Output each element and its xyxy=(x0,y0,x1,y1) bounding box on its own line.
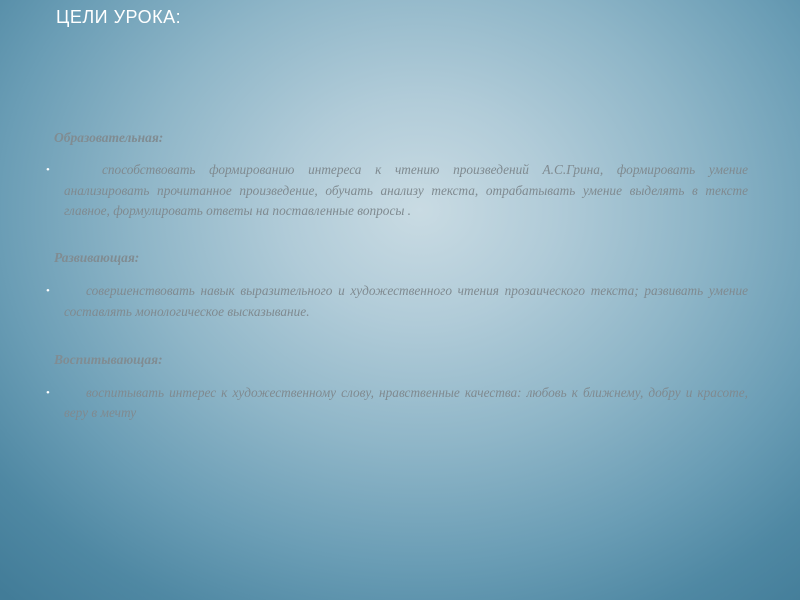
goal-text-upbringing: воспитывать интерес к художественному слову, нравственные качества: любовь к ближнему, добру и красоте, веру в мечту xyxy=(64,384,748,421)
section-developing xyxy=(46,248,748,322)
goal-item-upbringing xyxy=(46,383,748,424)
goal-text-developing: совершенствовать навык выразительного и художественного чтения прозаического текста; развивать умение составлять монологическое высказывание. xyxy=(64,283,748,319)
slide-title: ЦЕЛИ УРОКА: xyxy=(56,7,182,27)
goal-item-developing xyxy=(46,281,748,322)
bullet-icon: • xyxy=(46,386,50,399)
section-heading-educational: Образовательная: xyxy=(54,130,164,145)
section-educational xyxy=(46,128,748,222)
goal-item-educational xyxy=(46,160,748,222)
goal-text-educational: способствовать формированию интереса к чтению произведений А.С.Грина, формировать умение анализировать прочитанное произведение, обучать анализу текста, отрабатывать умение выделять в тексте главное, формулировать ответы на поставленные вопросы . xyxy=(64,162,748,219)
section-upbringing xyxy=(46,350,748,424)
bullet-icon: • xyxy=(46,285,50,298)
section-heading-developing: Развивающая: xyxy=(54,250,140,266)
slide-content xyxy=(46,128,748,424)
section-heading-upbringing: Воспитывающая: xyxy=(54,351,163,367)
bullet-icon: • xyxy=(46,164,50,176)
